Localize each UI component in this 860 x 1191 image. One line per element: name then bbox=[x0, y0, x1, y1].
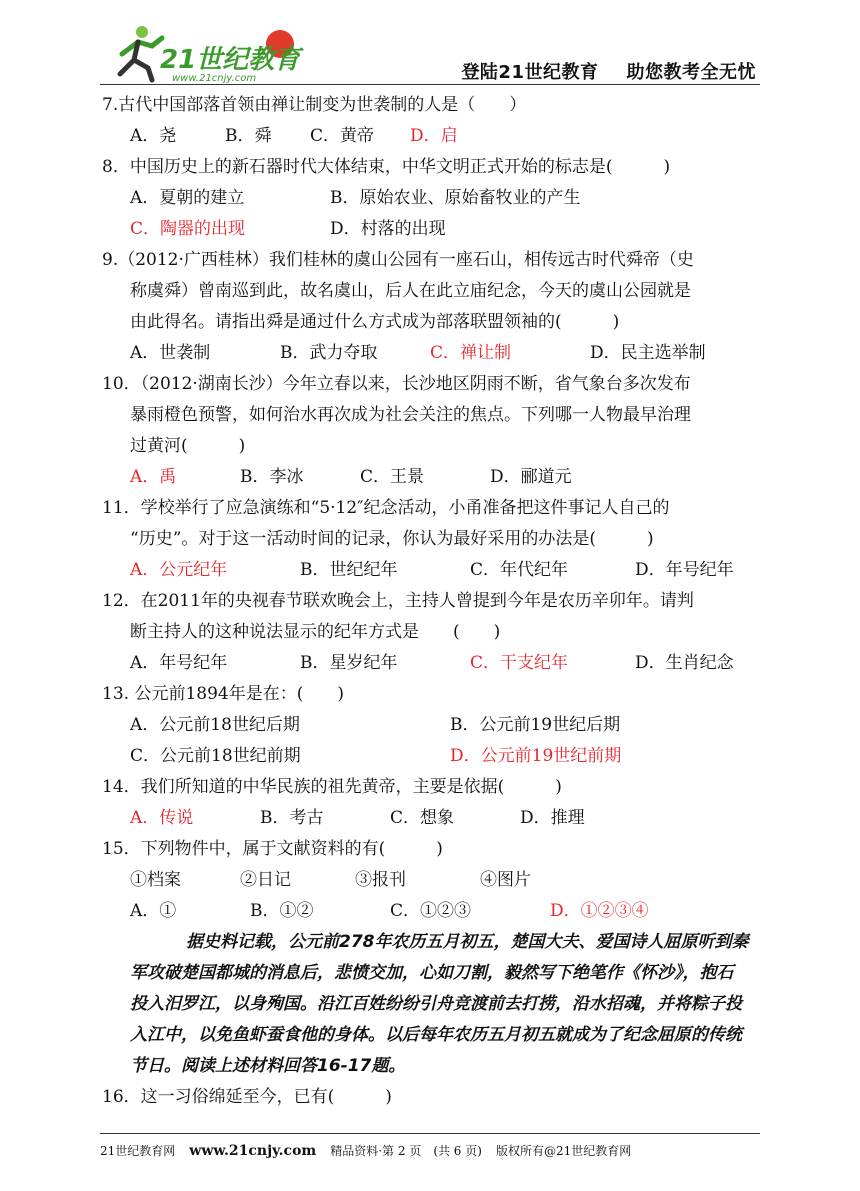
answer-option: ③报刊 bbox=[355, 870, 406, 890]
site-logo bbox=[112, 24, 312, 84]
answer-option-correct: A．公元纪年 bbox=[130, 560, 228, 580]
question-stem: 14．我们所知道的中华民族的祖先黄帝，主要是依据( ) bbox=[102, 777, 562, 797]
logo-url: www.21cnjy.com bbox=[172, 73, 257, 84]
question-stem: 15．下列物件中，属于文献资料的有( ) bbox=[102, 839, 443, 859]
question-block bbox=[102, 369, 762, 493]
answer-option: B．原始农业、原始畜牧业的产生 bbox=[330, 188, 581, 208]
answer-option-correct: A．传说 bbox=[130, 808, 194, 828]
footer-url: www.21cnjy.com bbox=[189, 1143, 317, 1159]
question-block bbox=[102, 90, 762, 152]
answer-option: B．考古 bbox=[260, 808, 324, 828]
question-stem: 断主持人的这种说法显示的纪年方式是 ( ) bbox=[130, 622, 501, 642]
option-row bbox=[102, 648, 762, 679]
header-slogan bbox=[461, 58, 756, 84]
question-stem: 7.古代中国部落首领由禅让制变为世袭制的人是（ ） bbox=[102, 95, 527, 115]
option-row bbox=[102, 710, 762, 741]
answer-option: B．舜 bbox=[225, 126, 272, 146]
footer-page-info: 精品资料·第 2 页 (共 6 页) bbox=[330, 1144, 482, 1158]
question-stem: “历史”。对于这一活动时间的记录，你认为最好采用的办法是( ) bbox=[130, 529, 654, 549]
question-list bbox=[102, 90, 762, 927]
header-divider bbox=[100, 84, 760, 85]
option-row bbox=[102, 741, 762, 772]
question-block bbox=[102, 245, 762, 369]
question-stem: 12．在2011年的央视春节联欢晚会上，主持人曾提到今年是农历辛卯年。请判 bbox=[102, 591, 694, 611]
question-content bbox=[102, 90, 762, 1113]
question-stem: 10．（2012·湖南长沙）今年立春以来，长沙地区阴雨不断，省气象台多次发布 bbox=[102, 374, 691, 394]
answer-option: D．年号纪年 bbox=[635, 560, 734, 580]
answer-option: C．王景 bbox=[360, 467, 425, 487]
answer-option: B．①② bbox=[250, 901, 314, 921]
answer-option: A．① bbox=[130, 901, 177, 921]
question-stem: 9.（2012·广西桂林）我们桂林的虞山公园有一座石山，相传远古时代舜帝（史 bbox=[102, 250, 694, 270]
question-stem: 13. 公元前1894年是在：( ) bbox=[102, 684, 344, 704]
slogan-login: 登陆21世纪教育 bbox=[461, 62, 599, 83]
answer-option: B．李冰 bbox=[240, 467, 304, 487]
answer-option: A．公元前18世纪后期 bbox=[130, 715, 300, 735]
question-stem: 由此得名。请指出舜是通过什么方式成为部落联盟领袖的( ) bbox=[130, 312, 620, 332]
option-row bbox=[102, 183, 762, 214]
option-row bbox=[102, 803, 762, 834]
page-header bbox=[0, 0, 860, 88]
answer-option: C．公元前18世纪前期 bbox=[130, 746, 301, 766]
answer-option: C．①②③ bbox=[390, 901, 472, 921]
option-row bbox=[102, 121, 762, 152]
answer-option: ④图片 bbox=[480, 870, 531, 890]
question-block bbox=[102, 152, 762, 245]
footer-site: 21世纪教育网 bbox=[100, 1144, 176, 1158]
option-row bbox=[102, 865, 762, 896]
question-stem: 11．学校举行了应急演练和“5·12″纪念活动，小甬准备把这件事记人自己的 bbox=[102, 498, 670, 518]
answer-option: A．年号纪年 bbox=[130, 653, 228, 673]
answer-option: ②日记 bbox=[240, 870, 291, 890]
question-block bbox=[102, 834, 762, 927]
slogan-help: 助您教考全无忧 bbox=[626, 62, 756, 83]
answer-option: D．民主选举制 bbox=[590, 343, 706, 363]
question-block bbox=[102, 586, 762, 679]
answer-option-correct: C．陶器的出现 bbox=[130, 219, 246, 239]
answer-option: A．尧 bbox=[130, 126, 177, 146]
reading-passage: 据史料记载，公元前278年农历五月初五，楚国大夫、爱国诗人屈原听到秦军攻破楚国都城的消息后，悲愤交加，心如刀割，毅然写下绝笔作《怀沙》，抱石投入汨罗江，以身殉国。沿江百姓纷纷引舟竞渡前去打捞，沿水招魂，并将粽子投入江中，以免鱼虾蚕食他的身体。以后每年农历五月初五就成为了纪念屈原的传统节日。阅读上述材料回答16-17题。 bbox=[130, 932, 749, 1076]
page-footer bbox=[100, 1133, 760, 1159]
answer-option: B．公元前19世纪后期 bbox=[450, 715, 621, 735]
runner-icon bbox=[120, 26, 162, 80]
answer-option: D．推理 bbox=[520, 808, 585, 828]
question-block bbox=[102, 493, 762, 586]
option-row bbox=[102, 896, 762, 927]
answer-option: B．世纪纪年 bbox=[300, 560, 398, 580]
answer-option-correct: D．①②③④ bbox=[550, 901, 649, 921]
answer-option: A．夏朝的建立 bbox=[130, 188, 245, 208]
answer-option-correct: D．启 bbox=[410, 126, 458, 146]
answer-option: C．年代纪年 bbox=[470, 560, 569, 580]
option-row bbox=[102, 338, 762, 369]
option-row bbox=[102, 555, 762, 586]
logo-text: 21世纪教育 bbox=[160, 45, 301, 75]
question-stem: 8．中国历史上的新石器时代大体结束，中华文明正式开始的标志是( ) bbox=[102, 157, 671, 177]
answer-option: D．生肖纪念 bbox=[635, 653, 734, 673]
answer-option: B．武力夺取 bbox=[280, 343, 378, 363]
answer-option: C．黄帝 bbox=[310, 126, 375, 146]
answer-option: D．村落的出现 bbox=[330, 219, 446, 239]
answer-option-correct: C．禅让制 bbox=[430, 343, 512, 363]
question-16-stem: 16．这一习俗绵延至今，已有( ) bbox=[102, 1087, 392, 1107]
answer-option: ①档案 bbox=[130, 870, 181, 890]
answer-option-correct: A．禹 bbox=[130, 467, 177, 487]
answer-option: B．星岁纪年 bbox=[300, 653, 398, 673]
answer-option: D．郦道元 bbox=[490, 467, 572, 487]
answer-option: C．想象 bbox=[390, 808, 455, 828]
question-stem: 过黄河( ) bbox=[130, 436, 246, 456]
answer-option-correct: D．公元前19世纪前期 bbox=[450, 746, 622, 766]
question-stem: 称虞舜）曾南巡到此，故名虞山，后人在此立庙纪念，今天的虞山公园就是 bbox=[130, 281, 691, 301]
option-row bbox=[102, 462, 762, 493]
answer-option: A．世袭制 bbox=[130, 343, 211, 363]
footer-copyright: 版权所有@21世纪教育网 bbox=[495, 1144, 632, 1158]
option-row bbox=[102, 214, 762, 245]
answer-option-correct: C．干支纪年 bbox=[470, 653, 569, 673]
question-block bbox=[102, 772, 762, 834]
question-block bbox=[102, 679, 762, 772]
question-stem: 暴雨橙色预警，如何治水再次成为社会关注的焦点。下列哪一人物最早治理 bbox=[130, 405, 691, 425]
